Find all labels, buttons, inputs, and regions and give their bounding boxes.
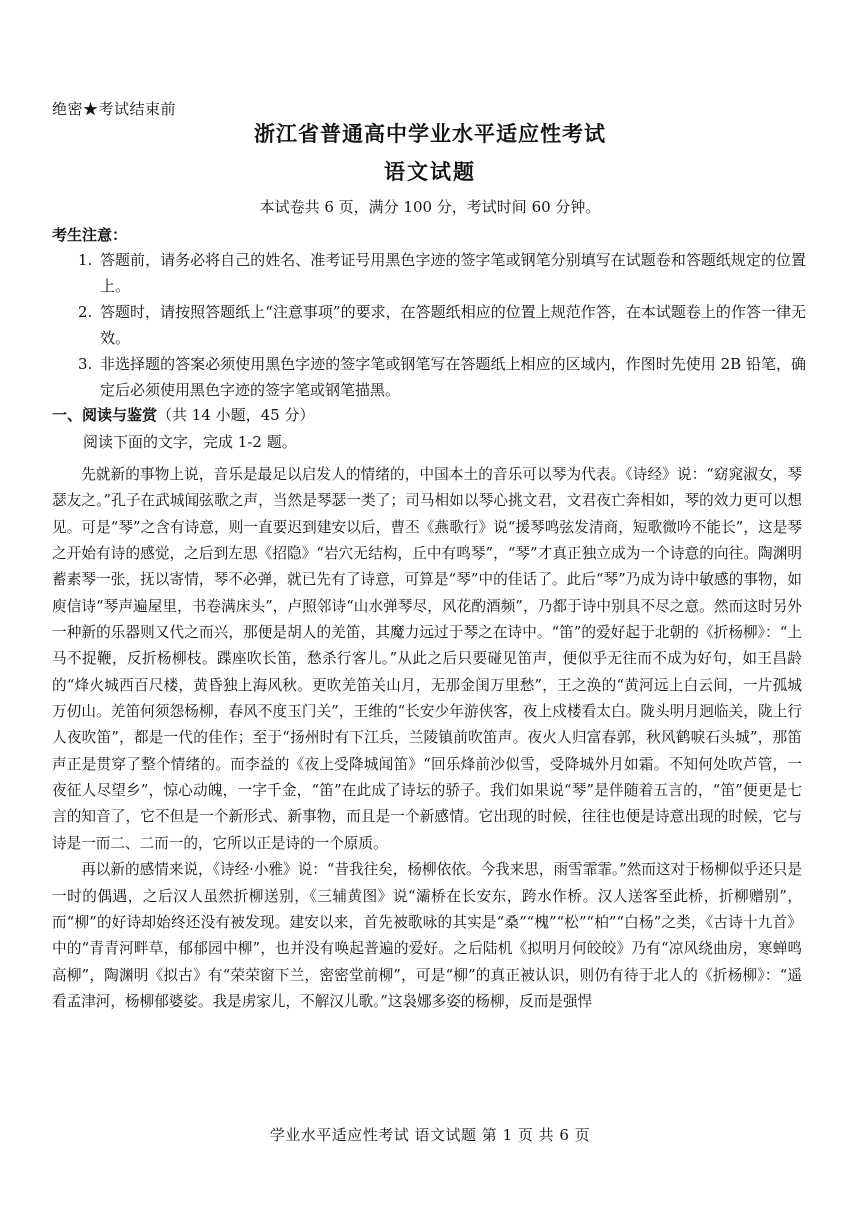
exam-subtitle: 语文试题 [384,160,476,184]
reading-passage [52,462,802,1015]
exam-info: 本试卷共 6 页，满分 100 分，考试时间 60 分钟。 [259,198,601,216]
exam-title: 浙江省普通高中学业水平适应性考试 [254,122,606,146]
notice-item [78,299,806,351]
notice-item-text: 答题时，请按照答题纸上“注意事项”的要求，在答题纸相应的位置上规范作答，在本试题卷上的作答一律无效。 [100,303,806,347]
confidential-label: 绝密★考试结束前 [52,100,177,118]
notice-item [78,351,806,403]
notice-item-number: 2. [78,303,93,321]
notice-item-number: 3. [78,355,93,373]
notice-item [78,247,806,299]
notice-list [78,247,806,403]
section-heading-title: 一、阅读与鉴赏 [52,406,158,424]
section-heading-detail: （共 14 小题，45 分） [157,406,315,424]
section-instruction: 阅读下面的文字，完成 1-2 题。 [83,433,297,451]
notice-item-number: 1. [78,251,93,269]
passage-paragraph: 再以新的感情来说，《诗经·小雅》说：“昔我往矣，杨柳依依。今我来思，雨雪霏霏。”然而这对于杨柳似乎还只是一时的偶遇，之后汉人虽然折柳送别，《三辅黄图》说“灞桥在长安东，跨水作桥。汉人送客至此桥，折柳赠别”，而“柳”的好诗却始终还没有被发现。建安以来，首先被歌咏的其实是“桑”“槐”“松”“柏”“白杨”之类，《古诗十九首》中的“青青河畔草，郁郁园中柳”，也并没有唤起普遍的爱好。之后陆机《拟明月何皎皎》乃有“凉风绕曲房，寒蝉鸣高柳”，陶渊明《拟古》有“荣荣窗下兰，密密堂前柳”，可是“柳”的真正被认识，则仍有待于北人的《折杨柳》：“遥看孟津河，杨柳郁婆娑。我是虏家儿，不解汉儿歌。”这袅娜多姿的杨柳，反而是强悍 [52,861,802,1010]
notice-item-text: 答题前，请务必将自己的姓名、准考证号用黑色字迹的签字笔或钢笔分别填写在试题卷和答题纸规定的位置上。 [100,251,806,295]
notice-heading: 考生注意： [52,226,128,244]
page-footer: 学业水平适应性考试 语文试题 第 1 页 共 6 页 [269,1126,591,1144]
passage-paragraph: 先就新的事物上说，音乐是最足以启发人的情绪的，中国本土的音乐可以琴为代表。《诗经》说：“窈窕淑女，琴瑟友之。”孔子在武城闻弦歌之声，当然是琴瑟一类了；司马相如以琴心挑文君，文君夜亡奔相如，琴的效力更可以想见。可是“琴”之含有诗意，则一直要迟到建安以后，曹丕《燕歌行》说“援琴鸣弦发清商，短歌微吟不能长”，这是琴之开始有诗的感觉，之后到左思《招隐》“岩穴无结构，丘中有鸣琴”，“琴”才真正独立成为一个诗意的向往。陶渊明蓄素琴一张，抚以寄情，琴不必弹，就已先有了诗意，可算是“琴”中的佳话了。此后“琴”乃成为诗中敏感的事物，如庾信诗“琴声遍屋里，书卷满床头”，卢照邻诗“山水弹琴尽，风花酌酒频”，乃都于诗中别具不尽之意。然而这时另外一种新的乐器则又代之而兴，那便是胡人的羌笛，其魔力远过于琴之在诗中。“笛”的爱好起于北朝的《折杨柳》：“上马不捉鞭，反折杨柳枝。蹀座吹长笛，愁杀行客儿。”从此之后只要碰见笛声，便似乎无往而不成为好句，如王昌龄的“烽火城西百尺楼，黄昏独上海风秋。更吹羌笛关山月，无那金闺万里愁”，王之涣的“黄河远上白云间，一片孤城万仞山。羌笛何须怨杨柳，春风不度玉门关”，王维的“长安少年游侠客，夜上戍楼看太白。陇头明月迥临关，陇上行人夜吹笛”，都是一代的佳作；至于“扬州时有下江兵，兰陵镇前吹笛声。夜火人归富春郭，秋风鹤唳石头城”，那笛声正是贯穿了整个情绪的。而李益的《夜上受降城闻笛》“回乐烽前沙似雪，受降城外月如霜。不知何处吹芦管，一夜征人尽望乡”，惊心动魄，一字千金，“笛”在此成了诗坛的骄子。我们如果说“琴”是伴随着五言的，“笛”便更是七言的知音了，它不但是一个新形式、新事物，而且是一个新感情。它出现的时候，往往也便是诗意出现的时候，它与诗是一而二、二而一的，它所以正是诗的一个原质。 [52,466,802,852]
notice-item-text: 非选择题的答案必须使用黑色字迹的签字笔或钢笔写在答题纸上相应的区域内，作图时先使用 2B 铅笔，确定后必须使用黑色字迹的签字笔或钢笔描黑。 [100,355,806,399]
section-heading [52,404,315,425]
